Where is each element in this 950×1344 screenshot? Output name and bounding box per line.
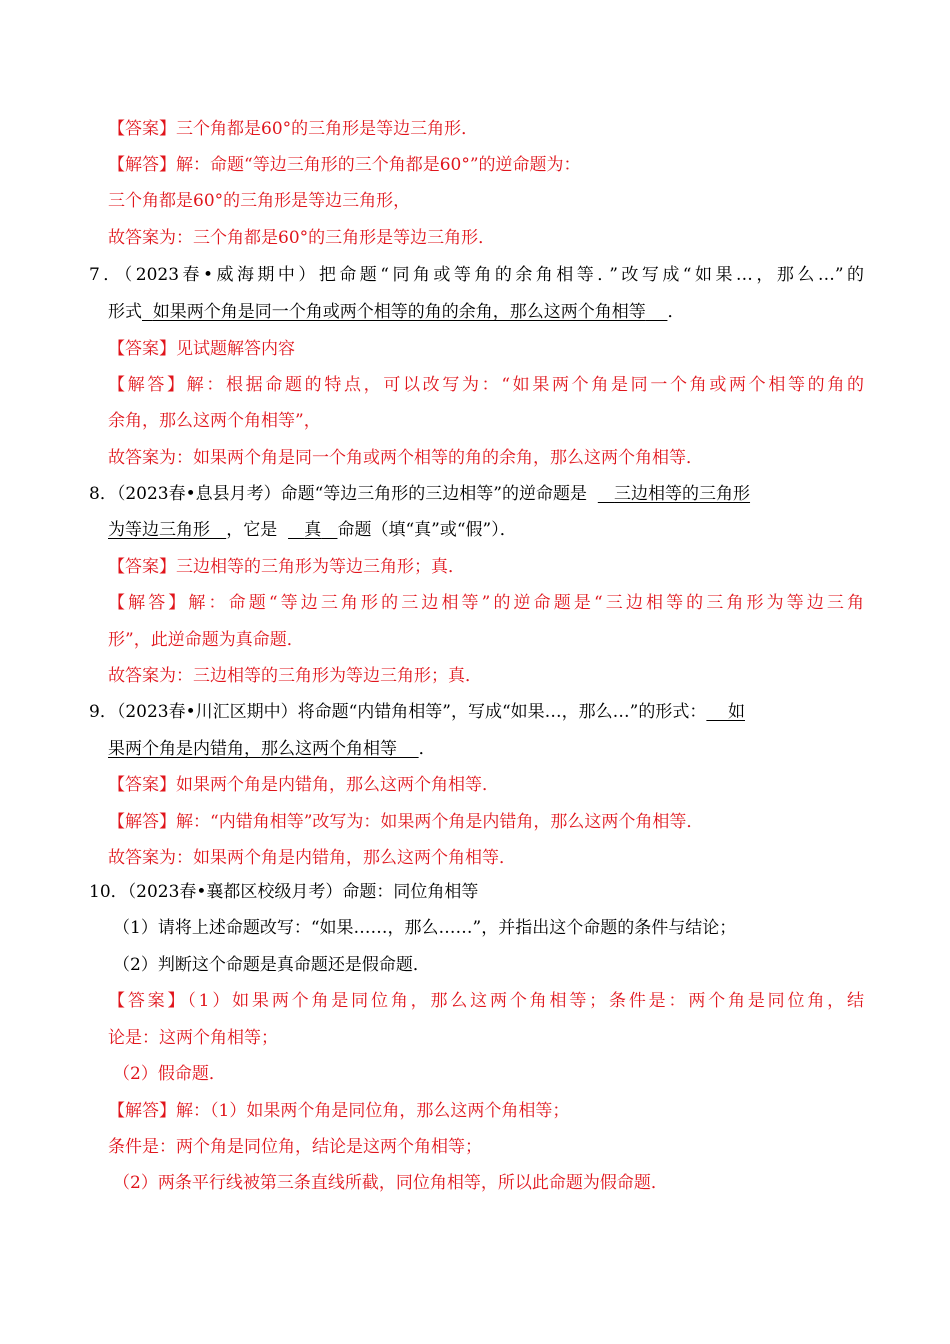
q8-question-suffix: 命题（填“真”或“假”）． <box>337 520 517 540</box>
q6-answer: 【答案】三个角都是60°的三角形是等边三角形． <box>108 119 479 139</box>
q9-question-line1 <box>89 700 745 724</box>
q8-fill-answer-true: 真 <box>304 520 322 540</box>
q7-question-suffix: ． <box>667 302 685 322</box>
q8-fill-answer-part1: 三边相等的三角形 <box>614 484 751 504</box>
q10-question: 10．（2023春•襄都区校级月考）命题：同位角相等 <box>89 882 479 902</box>
q6-final-answer: 故答案为：三个角都是60°的三角形是等边三角形． <box>108 228 496 248</box>
q10-solution-line3: （2）两条平行线被第三条直线所截，同位角相等，所以此命题为假命题． <box>113 1173 668 1193</box>
q7-solution-line2: 余角，那么这两个角相等”， <box>108 411 321 431</box>
q8-question-line1 <box>89 482 750 506</box>
q10-part2: （2）判断这个命题是真命题还是假命题． <box>113 955 430 975</box>
q9-fill-answer-part1: 如 <box>728 702 745 722</box>
q10-part1: （1）请将上述命题改写：“如果……，那么……”，并指出这个命题的条件与结论； <box>113 918 737 938</box>
q8-answer: 【答案】三边相等的三角形为等边三角形；真． <box>108 557 465 577</box>
q9-final-answer: 故答案为：如果两个角是内错角，那么这两个角相等． <box>108 848 516 868</box>
q7-question-prefix: 形式 <box>108 302 142 322</box>
q10-answer-line1: 【答案】（1）如果两个角是同位角，那么这两个角相等；条件是：两个角是同位角，结 <box>108 991 864 1011</box>
q8-question-prefix: 8．（2023春•息县月考）命题“等边三角形的三边相等”的逆命题是 <box>89 484 587 504</box>
q10-answer-line3: （2）假命题． <box>113 1064 226 1084</box>
q9-question-line2 <box>108 737 436 761</box>
q9-question-suffix: ． <box>418 739 436 759</box>
q10-solution-line1: 【解答】解：（1）如果两个角是同位角，那么这两个角相等； <box>108 1101 570 1121</box>
q9-solution: 【解答】解：“内错角相等”改写为：如果两个角是内错角，那么这两个角相等． <box>108 812 704 832</box>
q7-final-answer: 故答案为：如果两个角是同一个角或两个相等的角的余角，那么这两个角相等． <box>108 448 703 468</box>
q8-fill-answer-part2: 为等边三角形 <box>108 520 210 540</box>
q9-fill-answer-part2: 果两个角是内错角，那么这两个角相等 <box>108 739 397 759</box>
q9-question-prefix: 9．（2023春•川汇区期中）将命题“内错角相等”，写成“如果…，那么…”的形式： <box>89 702 707 722</box>
q10-solution-line2: 条件是：两个角是同位角，结论是这两个角相等； <box>108 1137 482 1157</box>
q10-answer-line2: 论是：这两个角相等； <box>108 1028 278 1048</box>
q6-solution: 【解答】解：命题“等边三角形的三个角都是60°”的逆命题为： <box>108 155 581 175</box>
q7-question-line2 <box>108 300 684 324</box>
q8-solution-line1: 【解答】解：命题“等边三角形的三边相等”的逆命题是“三边相等的三角形为等边三角 <box>108 593 864 613</box>
q9-answer: 【答案】如果两个角是内错角，那么这两个角相等． <box>108 775 499 795</box>
q7-fill-answer: 如果两个角是同一个角或两个相等的角的余角，那么这两个角相等 <box>152 302 646 322</box>
q6-solution-line2: 三个角都是60°的三角形是等边三角形， <box>108 191 411 211</box>
q8-final-answer: 故答案为：三边相等的三角形为等边三角形；真． <box>108 666 482 686</box>
q8-question-middle: ，它是 <box>226 520 278 540</box>
q8-question-line2 <box>108 518 517 542</box>
q7-solution-line1: 【解答】解：根据命题的特点，可以改写为：“如果两个角是同一个角或两个相等的角的 <box>108 375 864 395</box>
q7-answer: 【答案】见试题解答内容 <box>108 339 295 359</box>
q8-solution-line2: 形”，此逆命题为真命题． <box>108 630 304 650</box>
q7-question-line1: 7．（2023春•威海期中）把命题“同角或等角的余角相等．”改写成“如果…，那么…”的 <box>89 265 864 285</box>
